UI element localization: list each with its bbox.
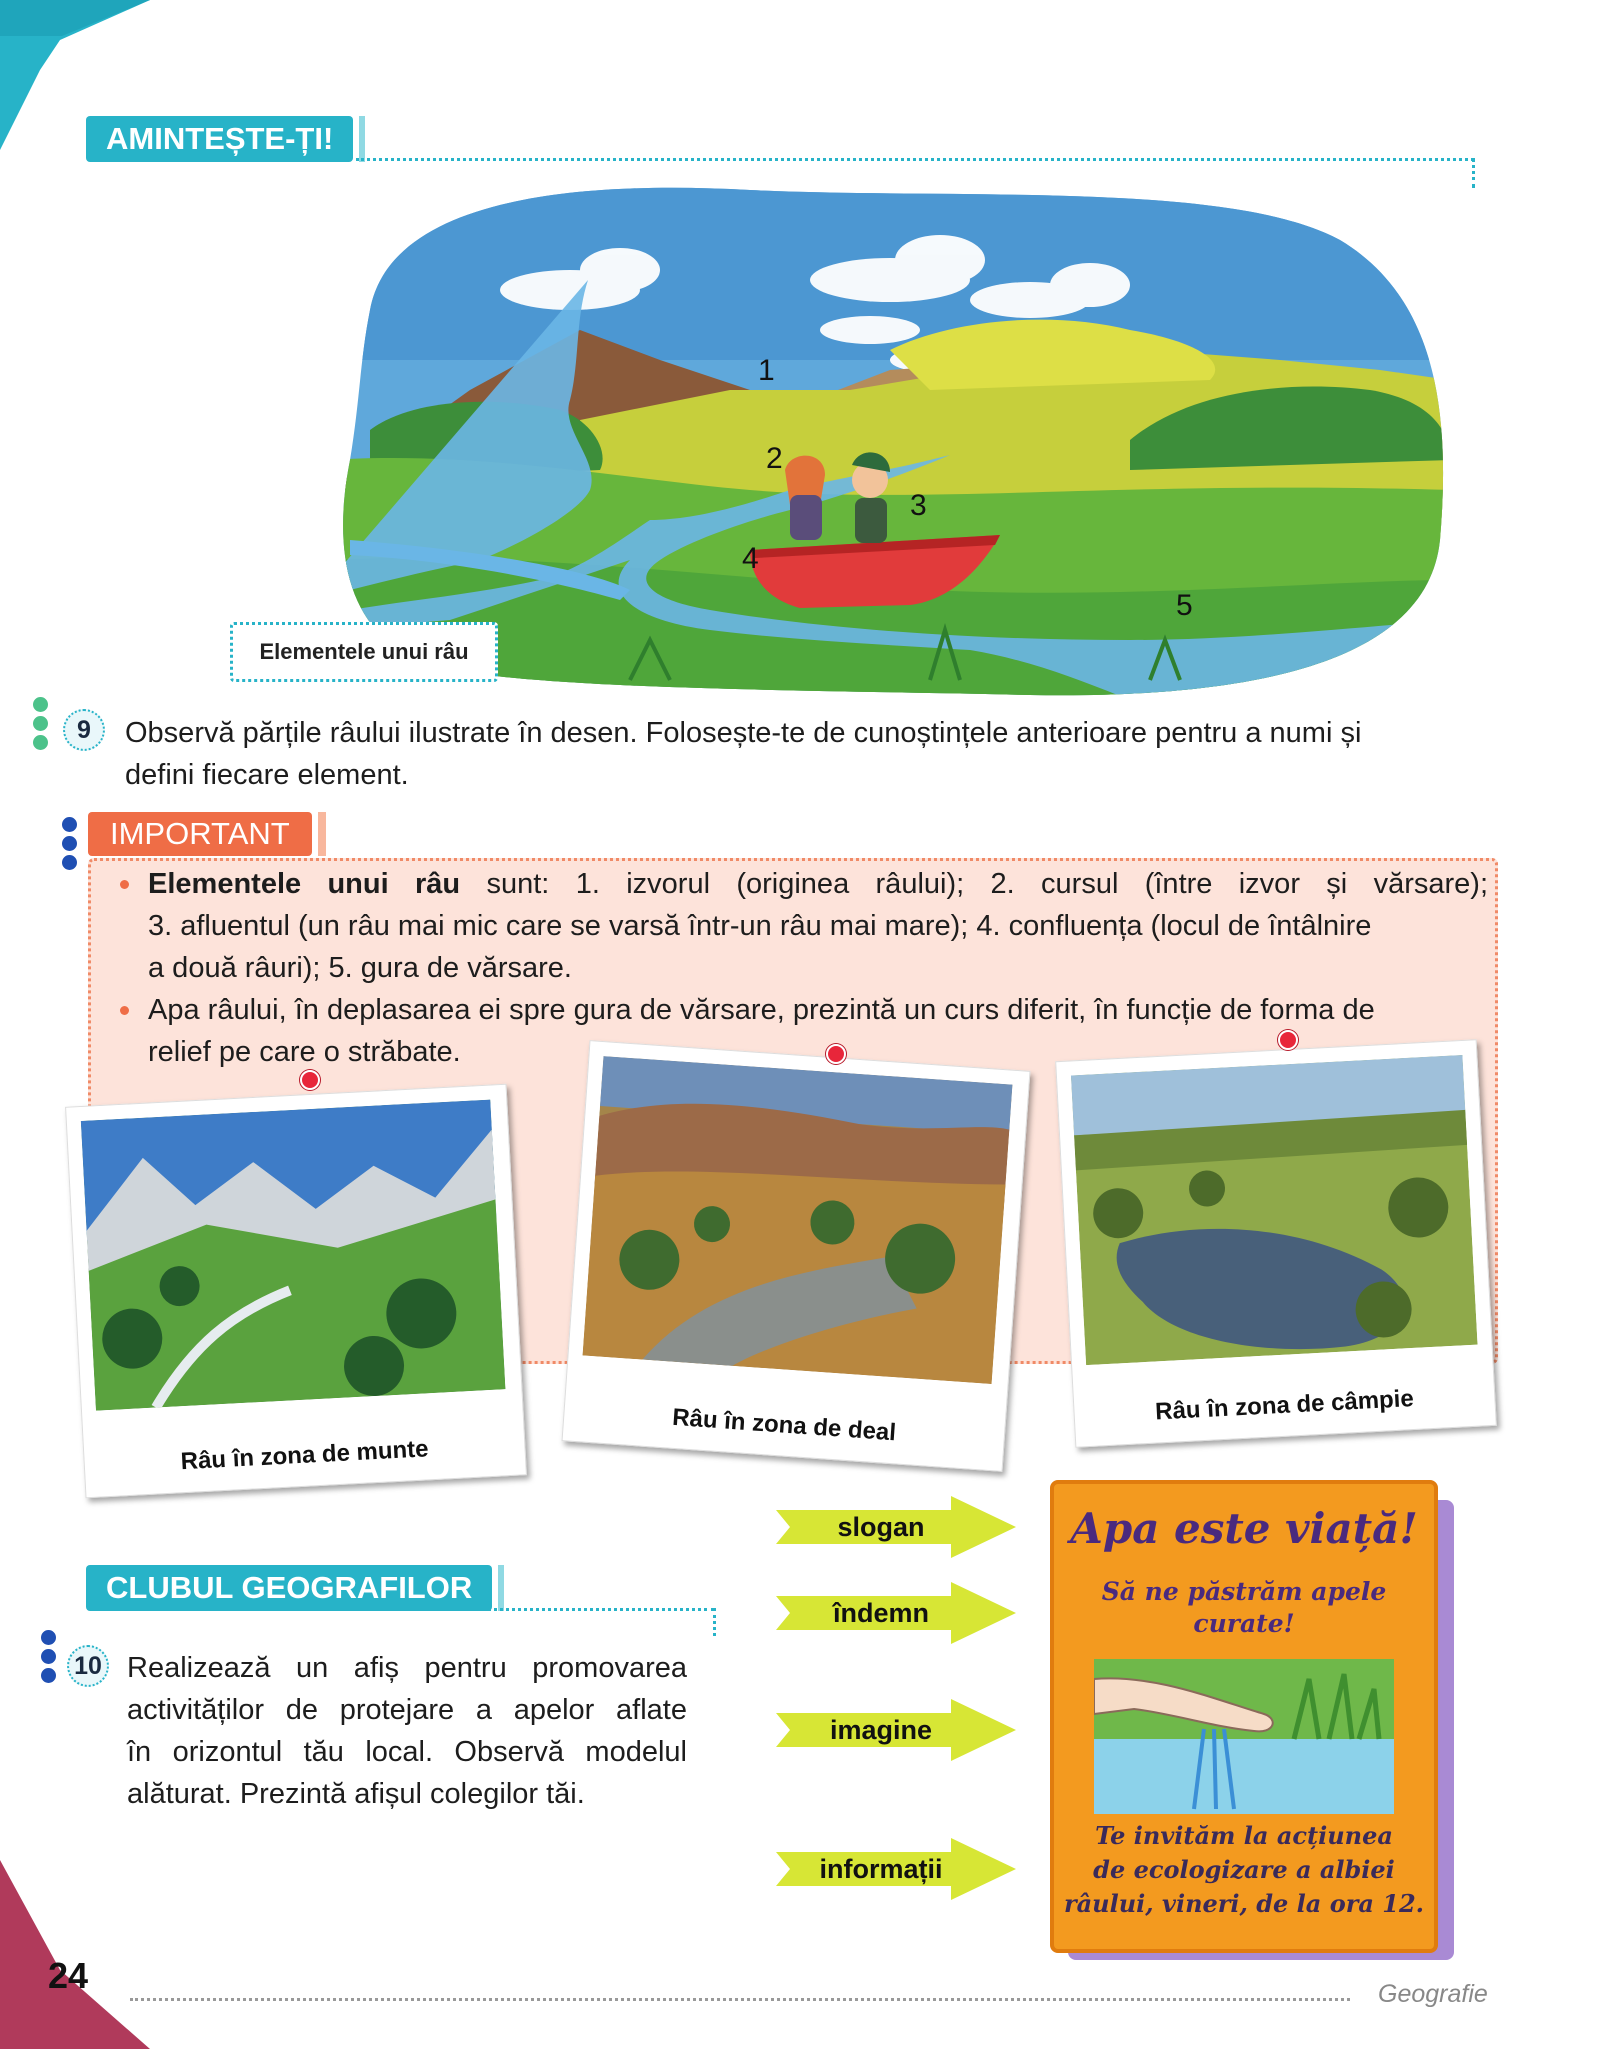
difficulty-dots [33,697,48,754]
river-illustration [330,160,1450,700]
important-bullet-1 [148,863,1488,989]
club-tag: CLUBUL GEOGRAFILOR [86,1565,492,1611]
exercise-number: 9 [63,709,105,751]
exercise-10-text [127,1647,687,1815]
pin-icon [826,1044,846,1064]
difficulty-dots [62,817,77,874]
footer-divider [130,1998,1350,2001]
bullet [120,1006,129,1015]
poster-indemn-line: curate! [1193,1609,1295,1638]
divider-dotted-end [713,1608,716,1636]
photo-plain-river [1055,1039,1497,1448]
important-text: a două râuri); 5. gura de vărsare. [148,952,572,984]
divider-dotted-end [1472,158,1475,188]
poster-info-line: râului, vineri, de la ora 12. [1063,1889,1425,1918]
label-3: 3 [910,489,927,522]
important-text: 3. afluentul (un râu mai mic care se varsă într-un râu mai mare); 4. confluența (locul de întâlnire [148,910,1372,942]
photo-mountain-river [65,1084,527,1499]
exercise-9-line: defini fiecare element. [125,759,409,791]
plain-image [1071,1055,1478,1365]
important-text: Apa râului, în deplasarea ei spre gura de vărsare, prezintă un curs diferit, în funcție de forma de [148,994,1375,1026]
arrow-text: slogan [837,1512,925,1542]
photo-caption: Râu în zona de munte [180,1435,430,1476]
page-number: 24 [48,1955,89,1996]
arrow-label-slogan [776,1496,1016,1558]
important-text: sunt: 1. izvorul (originea râului); 2. cursul (între izvor și vărsare); [486,868,1488,900]
label-1: 1 [758,354,775,387]
label-2: 2 [766,442,783,475]
arrow-label-indemn [776,1582,1016,1644]
arrow-label-imagine [776,1699,1016,1761]
exercise-10-line: în orizontul tău local. Observă modelul [127,1736,687,1768]
exercise-number: 10 [67,1645,109,1687]
poster-indemn [1054,1576,1434,1640]
photo-caption: Râu în zona de câmpie [1154,1385,1415,1426]
divider-dotted [475,1608,715,1611]
arrow-label-informatii [776,1838,1016,1900]
poster-slogan: Apa este viață! [1070,1504,1418,1553]
important-text: relief pe care o străbate. [148,1036,461,1068]
difficulty-dots [41,1630,56,1687]
bullet [120,880,129,889]
arrow-text: imagine [829,1715,933,1745]
arrow-text: informații [819,1854,943,1884]
photo-caption: Râu în zona de deal [671,1403,897,1447]
important-term: Elementele unui râu [148,868,461,900]
poster-model [1050,1480,1438,1953]
label-4: 4 [742,542,759,575]
exercise-10-line: Realizează un afiș pentru promovarea [127,1652,687,1684]
exercise-10-line: activităților de protejare a apelor aflate [127,1694,687,1726]
remember-tag: AMINTEȘTE-ȚI! [86,116,353,162]
exercise-9-line: Observă părțile râului ilustrate în desen. Folosește-te de cunoștințele anterioare pentru a numi și [125,717,1362,749]
poster-indemn-line: Să ne păstrăm apele [1101,1577,1387,1606]
exercise-9-text [125,712,1495,796]
pin-icon [300,1070,320,1090]
hill-image [583,1056,1013,1384]
mountain-image [81,1100,506,1411]
illustration-caption: Elementele unui râu [259,639,469,664]
exercise-10-line: alăturat. Prezintă afișul colegilor tăi. [127,1778,585,1810]
illustration-caption-box [230,622,498,682]
poster-image [1094,1659,1394,1814]
pin-icon [1278,1030,1298,1050]
photo-hill-river [562,1040,1031,1472]
poster-info-line: Te invităm la acțiunea [1095,1821,1393,1850]
arrow-text: îndemn [832,1598,929,1628]
subject-name: Geografie [1378,1980,1488,2008]
poster-info-line: de ecologizare a albiei [1093,1855,1395,1884]
important-tag: IMPORTANT [88,812,312,856]
poster-info [1054,1819,1434,1921]
label-5: 5 [1176,589,1193,622]
